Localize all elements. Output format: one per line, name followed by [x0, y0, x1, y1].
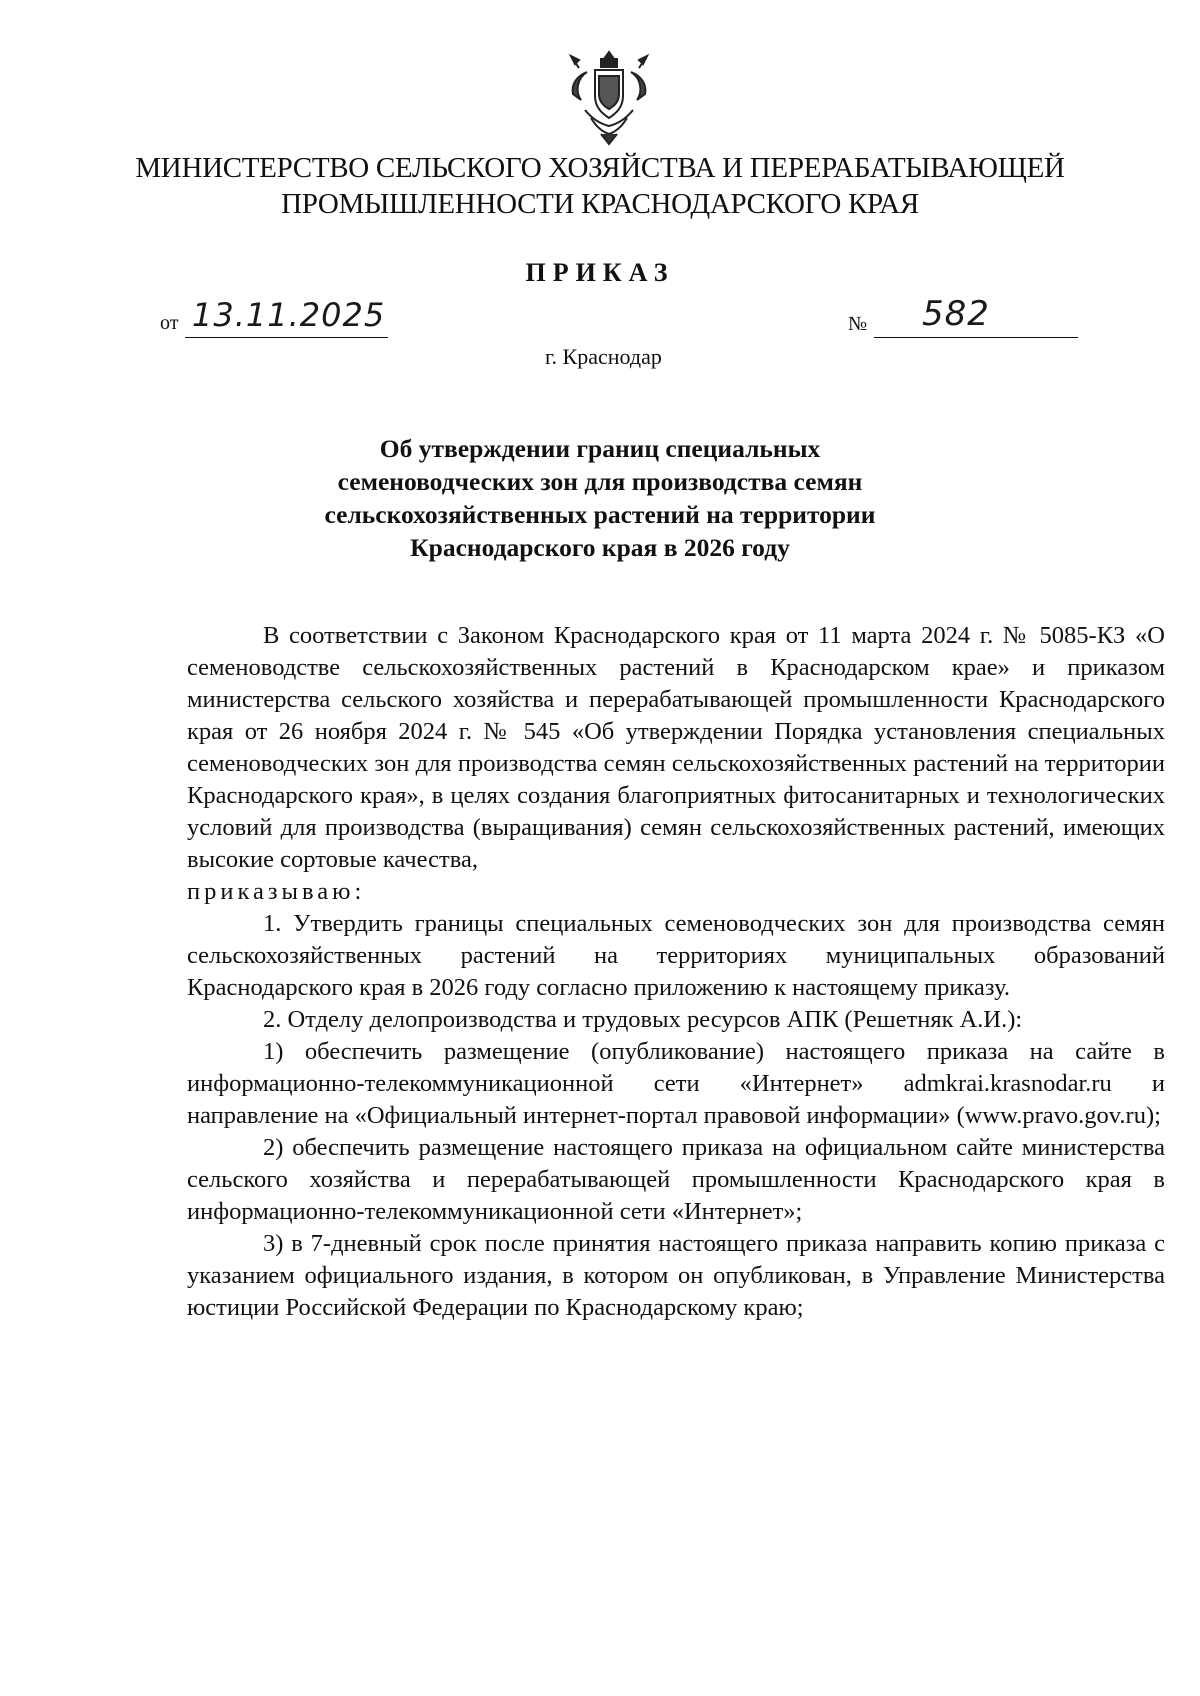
handwritten-number: 582: [922, 294, 990, 334]
date-prefix: от: [160, 312, 179, 334]
date-underline: [185, 337, 388, 338]
document-subject: [260, 432, 940, 564]
handwritten-date: 13.11.2025: [192, 296, 386, 334]
document-body: [187, 620, 1165, 1324]
ministry-name-line2: ПРОМЫШЛЕННОСТИ КРАСНОДАРСКОГО КРАЯ: [281, 188, 919, 220]
ministry-name-line1: МИНИСТЕРСТВО СЕЛЬСКОГО ХОЗЯЙСТВА И ПЕРЕРАБАТЫВАЮЩЕЙ: [135, 152, 1065, 184]
order-word: приказываю:: [187, 878, 366, 905]
item-1-paragraph: 1. Утвердить границы специальных семеноводческих зон для производства семян сельскохозяйственных растений на территориях муниципальных образований Краснодарского края в 2026 году согласно приложению к настоящему приказу.: [187, 910, 1165, 1001]
item-2-paragraph: 2. Отделу делопроизводства и трудовых ресурсов АПК (Решетняк А.И.):: [263, 1006, 1023, 1033]
item-2-2-paragraph: 2) обеспечить размещение настоящего приказа на официальном сайте министерства сельского хозяйства и перерабатывающей промышленности Краснодарского края в информационно-телекоммуникационной сети «Интернет»;: [187, 1134, 1165, 1225]
city-name: г. Краснодар: [545, 344, 662, 369]
document-type-title: ПРИКАЗ: [525, 258, 675, 287]
subject-line4: Краснодарского края в 2026 году: [410, 533, 790, 562]
ministry-name: [100, 150, 1100, 222]
subject-line3: сельскохозяйственных растений на территории: [324, 500, 876, 529]
number-prefix: №: [848, 313, 868, 335]
preamble-paragraph: В соответствии с Законом Краснодарского края от 11 марта 2024 г. № 5085-КЗ «О семеноводстве сельскохозяйственных растений в Краснодарском крае» и приказом министерства сельского хозяйства и перерабатывающей промышленности Краснодарского края от 26 ноября 2024 г. № 545 «Об утверждении Порядка установления специальных семеноводческих зон для производства семян сельскохозяйственных растений на территории Краснодарского края», в целях создания благоприятных фитосанитарных и технологических условий для производства (выращивания) семян сельскохозяйственных растений, имеющих высокие сортовые качества,: [187, 622, 1165, 873]
item-2-3-paragraph: 3) в 7-дневный срок после принятия настоящего приказа направить копию приказа с указанием официального издания, в котором он опубликован, в Управление Министерства юстиции Российской Федерации по Краснодарскому краю;: [187, 1230, 1165, 1321]
subject-line2: семеноводческих зон для производства семян: [337, 467, 863, 496]
item-2-1-paragraph: 1) обеспечить размещение (опубликование) настоящего приказа на сайте в информационно-телекоммуникационной сети «Интернет» admkrai.krasnodar.ru и направление на «Официальный интернет-портал правовой информации» (www.pravo.gov.ru);: [187, 1038, 1165, 1129]
subject-line1: Об утверждении границ специальных: [379, 434, 821, 463]
number-underline: [874, 337, 1078, 338]
coat-of-arms-icon: [567, 48, 651, 148]
